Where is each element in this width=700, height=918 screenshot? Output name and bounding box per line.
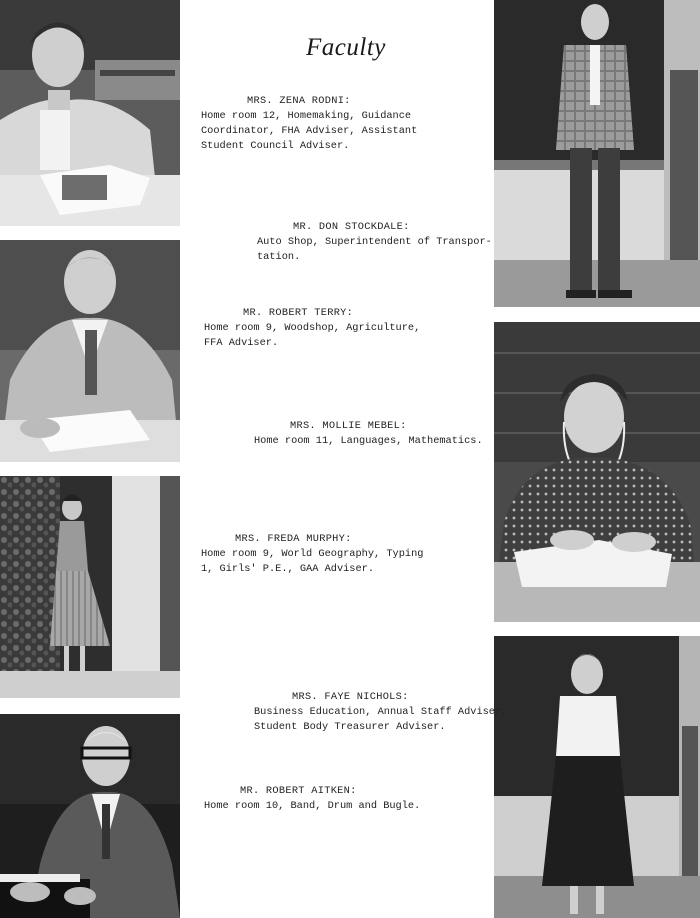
faculty-duties-line: Student Council Adviser. — [201, 140, 350, 152]
faculty-name: MRS. FAYE NICHOLS: — [292, 691, 409, 703]
faculty-name: MR. ROBERT TERRY: — [243, 307, 354, 319]
faculty-name: MRS. ZENA RODNI: — [247, 95, 351, 107]
faculty-entry-mollie-mebel — [254, 419, 483, 449]
photo-freda-murphy — [0, 476, 180, 698]
faculty-duties-line: FFA Adviser. — [204, 337, 279, 349]
faculty-name: MR. ROBERT AITKEN: — [240, 785, 357, 797]
faculty-entry-freda-murphy — [201, 532, 423, 577]
woman-standing-photo-art — [494, 636, 700, 918]
faculty-duties-line: Auto Shop, Superintendent of Transpor- — [257, 236, 492, 248]
faculty-duties-line: Coordinator, FHA Adviser, Assistant — [201, 125, 418, 137]
faculty-entry-zena-rodni — [201, 94, 417, 154]
faculty-duties-line: Home room 12, Homemaking, Guidance — [201, 110, 412, 122]
faculty-entry-robert-terry — [204, 306, 420, 351]
faculty-name: MRS. MOLLIE MEBEL: — [290, 420, 407, 432]
faculty-duties-line: 1, Girls' P.E., GAA Adviser. — [201, 563, 375, 575]
faculty-duties-line: Home room 9, Woodshop, Agriculture, — [204, 322, 421, 334]
faculty-entry-faye-nichols — [254, 690, 507, 735]
photo-robert-aitken — [0, 714, 180, 918]
faculty-name: MRS. FREDA MURPHY: — [235, 533, 352, 545]
photo-zena-rodni — [0, 0, 180, 226]
woman-at-desk-photo-art — [0, 0, 180, 226]
faculty-entry-robert-aitken — [204, 784, 420, 814]
man-at-piano-photo-art — [0, 714, 180, 918]
photo-don-stockdale — [494, 0, 700, 307]
photo-faye-nichols — [494, 636, 700, 918]
faculty-name: MR. DON STOCKDALE: — [293, 221, 410, 233]
faculty-duties-line: Business Education, Annual Staff Adviser, — [254, 706, 508, 718]
faculty-duties-line: Home room 11, Languages, Mathematics. — [254, 435, 483, 447]
faculty-duties-line: Student Body Treasurer Adviser. — [254, 721, 446, 733]
faculty-entry-don-stockdale — [257, 220, 492, 265]
page-title: Faculty — [306, 34, 386, 61]
photo-robert-terry — [0, 240, 180, 462]
man-standing-photo-art — [494, 0, 700, 307]
faculty-duties-line: tation. — [257, 251, 301, 263]
faculty-duties-line: Home room 10, Band, Drum and Bugle. — [204, 800, 421, 812]
faculty-duties-line: Home room 9, World Geography, Typing — [201, 548, 424, 560]
photo-mollie-mebel — [494, 322, 700, 622]
woman-reading-photo-art — [494, 322, 700, 622]
man-writing-photo-art — [0, 240, 180, 462]
woman-outdoors-photo-art — [0, 476, 180, 698]
